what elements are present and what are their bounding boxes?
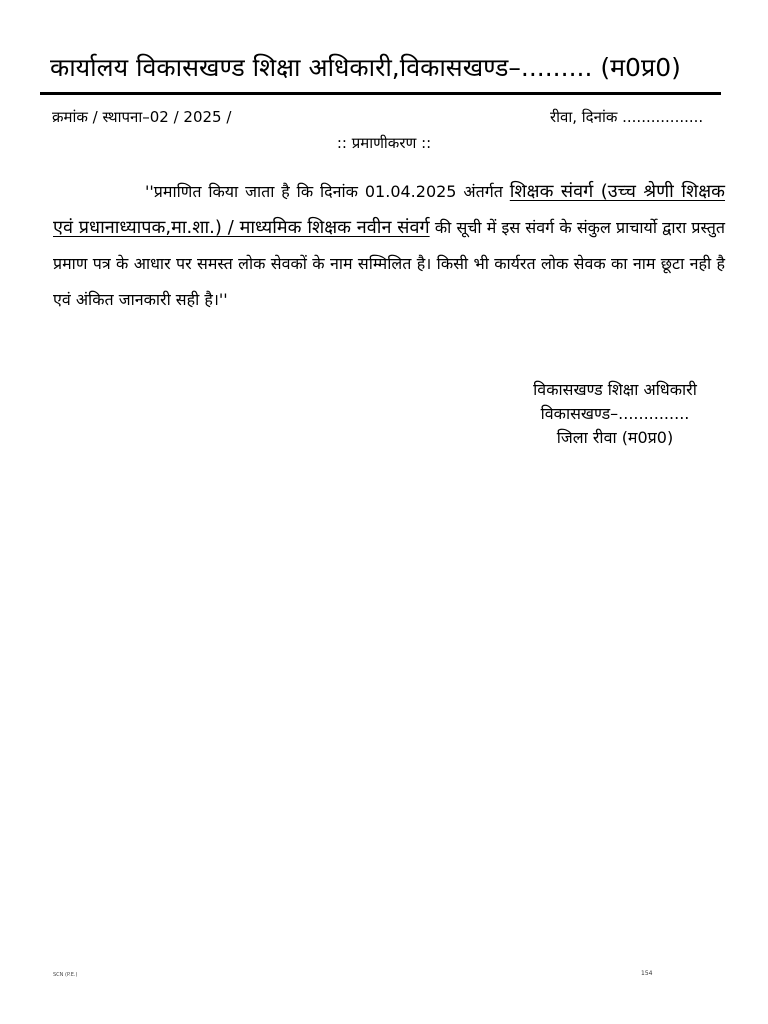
- signatory-block-name: विकासखण्ड–..............: [540, 404, 690, 423]
- page-title: कार्यालय विकासखण्ड शिक्षा अधिकारी,विकासखण्ड–......... (म0प्र0): [50, 53, 681, 82]
- place-and-date: रीवा, दिनांक .................: [550, 108, 704, 126]
- signatory-designation: विकासखण्ड शिक्षा अधिकारी: [533, 380, 697, 399]
- body-underlined-cadre: शिक्षक संवर्ग (उच्च श्रेणी शिक्षक एवं प्रधानाध्यापक,मा.शा.) / माध्यमिक शिक्षक नवीन संवर्ग: [53, 181, 726, 238]
- page-number: 154: [641, 970, 653, 977]
- document-heading: :: प्रमाणीकरण ::: [336, 134, 432, 152]
- signatory-district: जिला रीवा (म0प्र0): [556, 428, 674, 447]
- body-text-part-2: की सूची में इस संवर्ग के संकुल प्राचार्यो द्वारा प्रस्तुत प्रमाण पत्र के आधार पर समस्त लोक सेवकों के नाम सम्मिलित है। किसी भी कार्यरत लोक सेवक का नाम छूटा नही है एवं अंकित जानकारी सही है।'': [53, 218, 725, 309]
- body-text-part-1: ''प्रमाणित किया जाता है कि दिनांक 01.04.2025 अंतर्गत: [145, 182, 510, 201]
- signature-block: [500, 378, 730, 450]
- reference-number: क्रमांक / स्थापना–02 / 2025 /: [52, 108, 232, 126]
- footer-code: SCN (P.E.): [53, 972, 78, 978]
- title-divider: [40, 92, 721, 95]
- certificate-body: [53, 174, 725, 318]
